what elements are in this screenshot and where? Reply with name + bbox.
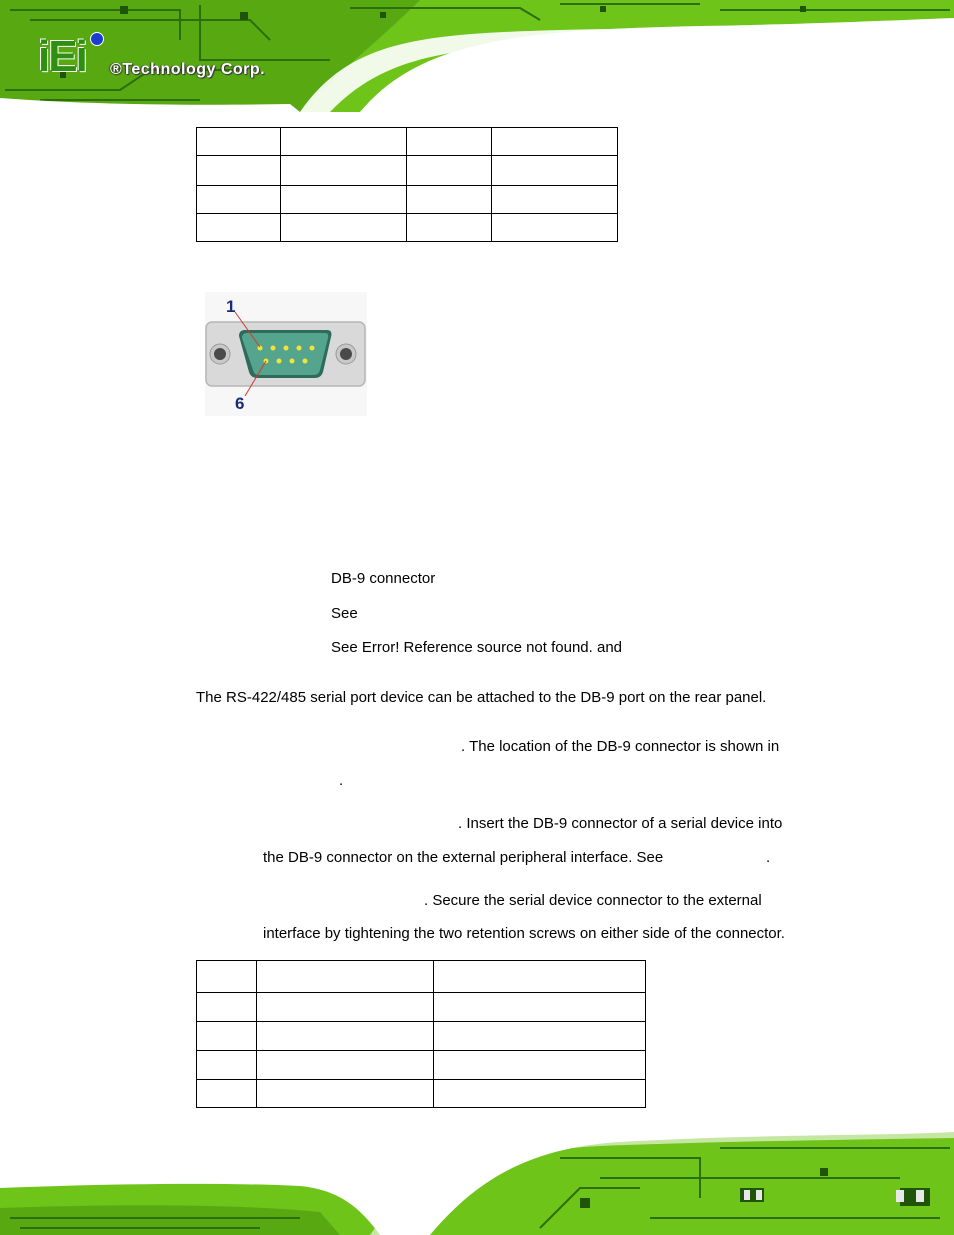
table-cell xyxy=(257,961,434,993)
step3-text-cont: interface by tightening the two retention screws on either side of the connector. xyxy=(263,925,785,942)
spec-pinout-ref: See Error! Reference source not found. and xyxy=(331,639,623,656)
intro-paragraph: The RS-422/485 serial port device can be attached to the DB-9 port on the rear panel. xyxy=(196,689,767,706)
table-cell xyxy=(257,1080,434,1108)
logo-text: ®Technology Corp. xyxy=(110,61,266,78)
logo-dot xyxy=(90,32,104,46)
db9-connector-figure xyxy=(205,292,367,416)
table-cell xyxy=(434,993,646,1022)
table-cell xyxy=(491,214,617,242)
step3-text: . Secure the serial device connector to the external xyxy=(424,892,762,909)
step2-end: . xyxy=(766,849,771,866)
table-cell xyxy=(257,1051,434,1080)
table-cell xyxy=(197,1022,257,1051)
table-cell xyxy=(281,128,407,156)
table-cell xyxy=(491,128,617,156)
table-cell xyxy=(281,214,407,242)
table-cell xyxy=(407,128,491,156)
table-cell xyxy=(434,1022,646,1051)
step2-text: . Insert the DB-9 connector of a serial device into xyxy=(458,815,783,832)
table-cell xyxy=(197,186,281,214)
table-cell xyxy=(281,186,407,214)
table-cell xyxy=(407,214,491,242)
pinout-table-top xyxy=(196,127,618,242)
table-cell xyxy=(197,961,257,993)
table-cell xyxy=(197,214,281,242)
page-header xyxy=(0,0,954,112)
pin-label-6: 6 xyxy=(235,394,245,413)
spec-location-ref: See xyxy=(331,605,358,622)
pin-label-1: 1 xyxy=(226,297,236,316)
table-cell xyxy=(407,186,491,214)
table-cell xyxy=(491,156,617,186)
table-cell xyxy=(407,156,491,186)
step1-end: . xyxy=(339,772,344,789)
table-cell xyxy=(281,156,407,186)
step2-text-cont: the DB-9 connector on the external peripheral interface. See xyxy=(263,849,664,866)
table-cell xyxy=(434,1080,646,1108)
company-logo xyxy=(38,28,298,88)
table-cell xyxy=(257,1022,434,1051)
logo-mark: iEi xyxy=(38,32,86,81)
page-footer xyxy=(0,1128,954,1235)
table-cell xyxy=(197,156,281,186)
table-cell xyxy=(491,186,617,214)
pinout-table-bottom xyxy=(196,960,646,1108)
spec-connector-type: DB-9 connector xyxy=(331,570,436,587)
table-cell xyxy=(197,1051,257,1080)
table-cell xyxy=(197,993,257,1022)
table-cell xyxy=(197,1080,257,1108)
table-cell xyxy=(257,993,434,1022)
table-cell xyxy=(434,1051,646,1080)
pcb-footer-graphic xyxy=(0,1128,954,1235)
step1-text: . The location of the DB-9 connector is shown in xyxy=(461,738,780,755)
table-cell xyxy=(197,128,281,156)
table-cell xyxy=(434,961,646,993)
